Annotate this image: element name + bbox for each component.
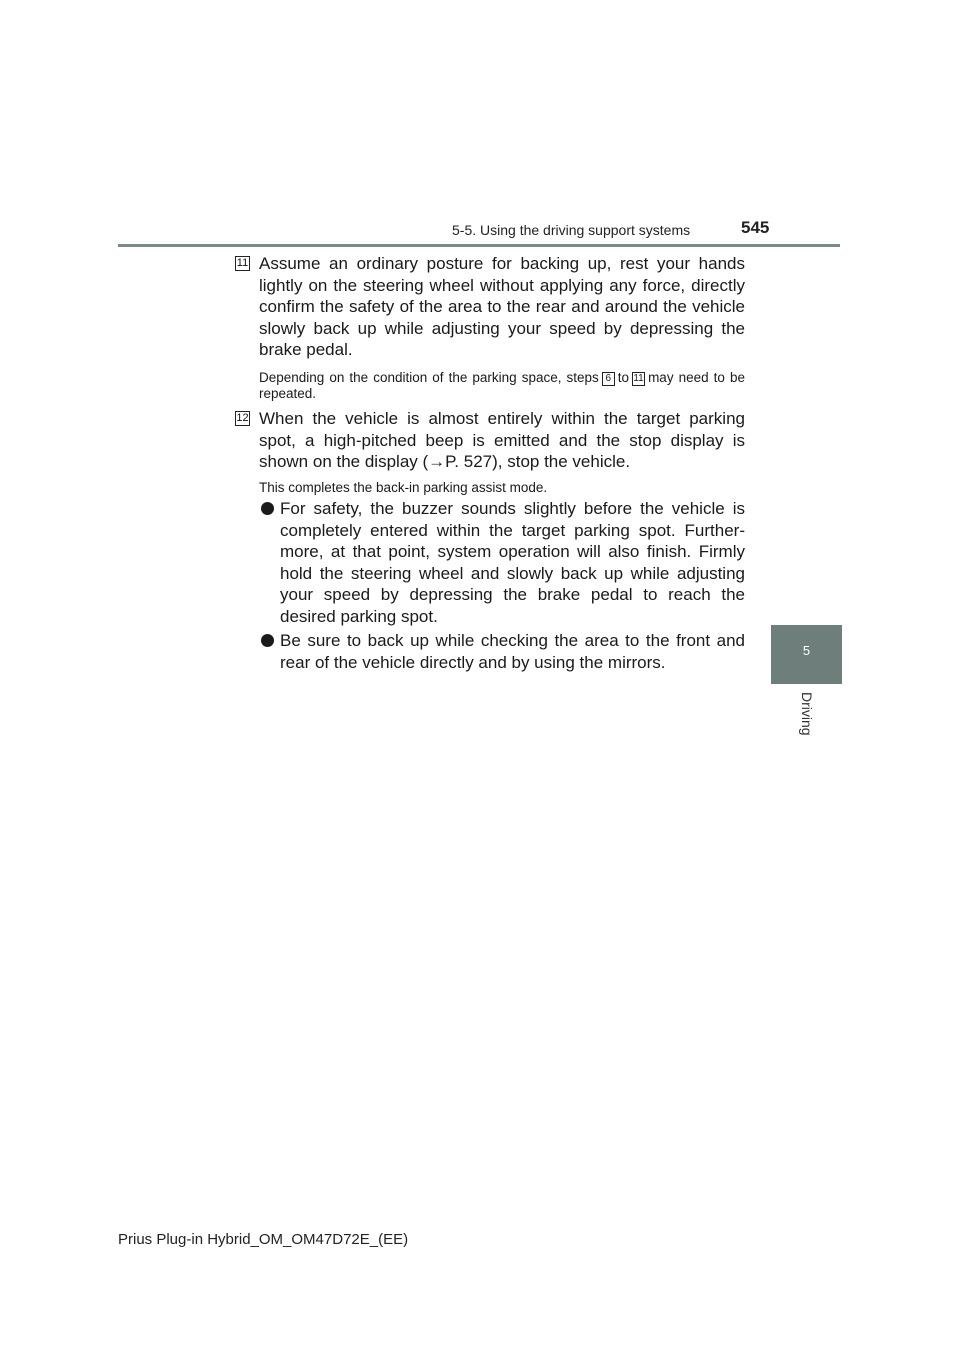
note-text-to: to xyxy=(617,370,630,385)
chapter-tab xyxy=(771,625,842,684)
bullet-text: Be sure to back up while checking the area to the front and rear of the vehicle directly and by using the mirrors. xyxy=(280,631,745,672)
step-note xyxy=(259,370,745,402)
chapter-number: 5 xyxy=(802,643,811,658)
chapter-label-container xyxy=(772,692,842,752)
step-text: Assume an ordinary posture for backing up, rest your hands lightly on the steering wheel without applying any force, directly confirm the safety of the area to the rear and around the vehicle slowly back up while adjusting your speed by depressing the brake pedal. xyxy=(259,254,745,359)
step-reference-badge: 6 xyxy=(602,372,615,386)
header-divider xyxy=(118,244,840,247)
bullet-text: For safety, the buzzer sounds slightly before the vehicle is completely entered within the target parking spot. Further-more, at that point, system operation will also finish. Firmly hold the steering wheel and slowly back up while adjusting your speed by depressing the brake pedal to reach the desired parking spot. xyxy=(280,499,745,626)
document-id: Prius Plug-in Hybrid_OM_OM47D72E_(EE) xyxy=(118,1231,409,1248)
page-number: 545 xyxy=(741,218,770,237)
step-number-badge: 11 xyxy=(236,257,249,269)
step-number-badge: 12 xyxy=(236,412,249,424)
list-item xyxy=(259,498,745,627)
bullet-icon xyxy=(261,502,274,515)
note-text-after: may need to be repeated. xyxy=(259,370,745,401)
step-reference-badge: 11 xyxy=(633,373,644,384)
bullet-icon xyxy=(261,634,274,647)
step-text: When the vehicle is almost entirely within the target parking spot, a high-pitched beep is emitted and the stop display is shown on the display (→P. 527), stop the vehicle. xyxy=(259,409,745,471)
note-text-before: Depending on the condition of the parking space, steps xyxy=(259,370,599,385)
chapter-label: Driving xyxy=(799,692,815,736)
section-title: 5-5. Using the driving support systems xyxy=(452,222,691,238)
step-note: This completes the back-in parking assist mode. xyxy=(259,480,548,495)
list-item xyxy=(259,630,745,673)
